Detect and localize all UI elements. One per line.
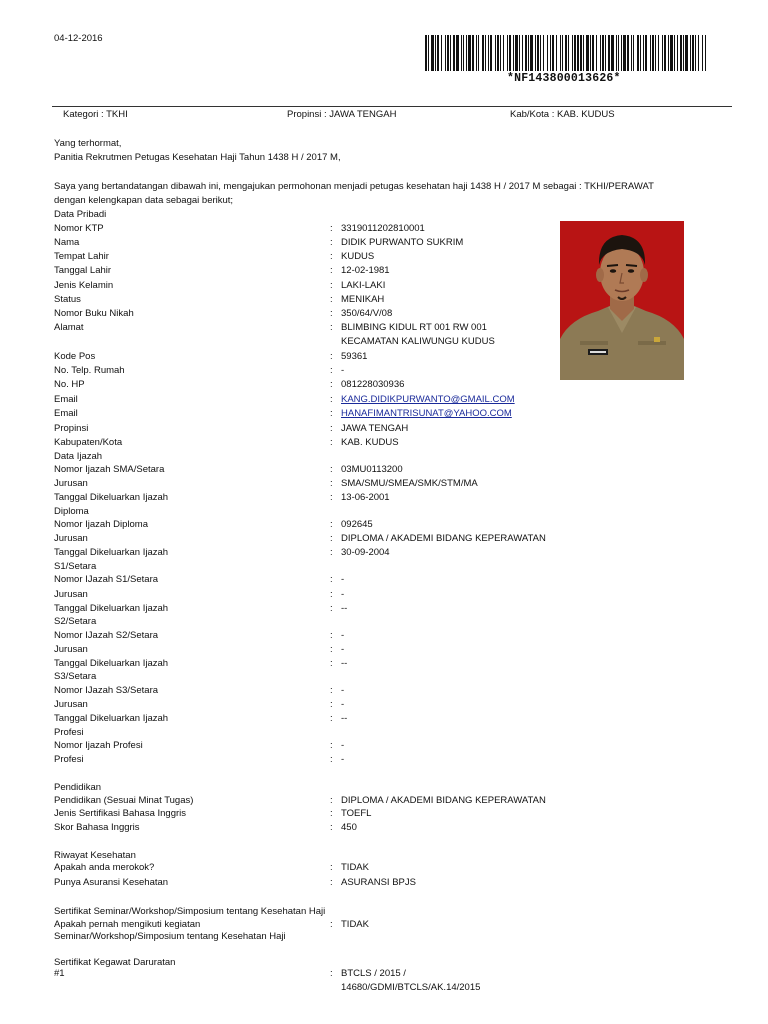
field-label: Tanggal Dikeluarkan Ijazah <box>54 547 169 558</box>
barcode-bar <box>535 35 536 71</box>
barcode-bar <box>627 35 629 71</box>
field-label: Nomor IJazah S1/Setara <box>54 574 159 585</box>
barcode-bar <box>478 35 479 71</box>
field-value: 03MU0113200 <box>341 464 403 475</box>
field-colon: : <box>330 423 333 434</box>
section-heading: Pendidikan <box>54 782 102 793</box>
barcode-bar <box>513 35 514 71</box>
barcode-bar <box>611 35 614 71</box>
field-label: Jurusan <box>54 589 88 600</box>
field-label: #1 <box>54 968 65 979</box>
barcode-bar <box>476 35 477 71</box>
field-value: - <box>341 699 345 710</box>
field-colon: : <box>330 223 333 234</box>
barcode-bar <box>658 35 659 71</box>
field-label: Jenis Kelamin <box>54 280 114 291</box>
barcode-bar <box>500 35 501 71</box>
field-colon: : <box>330 919 333 930</box>
field-colon: : <box>330 478 333 489</box>
field-label: Alamat <box>54 322 84 333</box>
field-colon: : <box>330 754 333 765</box>
field-colon: : <box>330 877 333 888</box>
kategori-label: Kategori : TKHI <box>63 109 128 120</box>
barcode-bar <box>702 35 703 71</box>
field-label: Tanggal Dikeluarkan Ijazah <box>54 603 169 614</box>
barcode-bar <box>650 35 651 71</box>
barcode-bar <box>530 35 533 71</box>
field-value: BLIMBING KIDUL RT 001 RW 001 <box>341 322 487 333</box>
field-label: Tempat Lahir <box>54 251 109 262</box>
barcode-bar <box>437 35 439 71</box>
field-value: 12-02-1981 <box>341 265 390 276</box>
barcode-bar <box>633 35 634 71</box>
field-colon: : <box>330 394 333 405</box>
field-label: Nomor Ijazah SMA/Setara <box>54 464 165 475</box>
barcode-bar <box>519 35 520 71</box>
barcode-bar <box>456 35 459 71</box>
field-value: TIDAK <box>341 919 369 930</box>
field-value: 450 <box>341 822 357 833</box>
barcode-bar <box>441 35 442 71</box>
barcode-bar <box>643 35 644 71</box>
barcode-number: *NF143800013626* <box>507 72 621 85</box>
field-value-continued: KECAMATAN KALIWUNGU KUDUS <box>341 336 495 347</box>
barcode-bar <box>652 35 654 71</box>
field-label: Email <box>54 408 78 419</box>
field-label: Punya Asuransi Kesehatan <box>54 877 169 888</box>
barcode-bar <box>674 35 675 71</box>
field-colon: : <box>330 630 333 641</box>
section-heading: S3/Setara <box>54 671 97 682</box>
email-link[interactable]: HANAFIMANTRISUNAT@YAHOO.COM <box>341 408 512 419</box>
barcode-bar <box>605 35 606 71</box>
barcode-bar <box>637 35 639 71</box>
field-label: Kode Pos <box>54 351 96 362</box>
field-label: Nomor IJazah S3/Setara <box>54 685 159 696</box>
field-colon: : <box>330 365 333 376</box>
barcode-bar <box>640 35 641 71</box>
barcode-bar <box>547 35 548 71</box>
field-colon: : <box>330 740 333 751</box>
barcode-bar <box>495 35 496 71</box>
barcode-bar <box>680 35 682 71</box>
field-value: TOEFL <box>341 808 372 819</box>
field-label: No. HP <box>54 379 85 390</box>
field-value: KUDUS <box>341 251 375 262</box>
salutation: Yang terhormat, <box>54 138 122 149</box>
barcode-bar <box>435 35 436 71</box>
barcode-bar <box>447 35 449 71</box>
field-label: Tanggal Dikeluarkan Ijazah <box>54 713 169 724</box>
barcode-bar <box>445 35 446 71</box>
barcode-bar <box>565 35 567 71</box>
field-colon: : <box>330 251 333 262</box>
applicant-photo <box>560 221 684 380</box>
field-colon: : <box>330 547 333 558</box>
applicant-portrait-image <box>560 221 684 380</box>
field-colon: : <box>330 862 333 873</box>
field-value: DIPLOMA / AKADEMI BIDANG KEPERAWATAN <box>341 533 546 544</box>
field-label: Jurusan <box>54 478 88 489</box>
field-label: Tanggal Lahir <box>54 265 112 276</box>
field-colon: : <box>330 280 333 291</box>
barcode-bar <box>580 35 582 71</box>
barcode-bar <box>552 35 554 71</box>
field-value: - <box>341 740 345 751</box>
section-heading: Data Ijazah <box>54 451 103 462</box>
barcode-bar <box>450 35 451 71</box>
field-value: -- <box>341 658 348 669</box>
field-label: Profesi <box>54 754 84 765</box>
barcode-bar <box>497 35 499 71</box>
field-label: Skor Bahasa Inggris <box>54 822 140 833</box>
field-label: Nomor KTP <box>54 223 104 234</box>
barcode-bar <box>690 35 691 71</box>
barcode-bar <box>631 35 632 71</box>
barcode-bar <box>677 35 678 71</box>
barcode-bar <box>560 35 561 71</box>
field-value: SMA/SMU/SMEA/SMK/STM/MA <box>341 478 478 489</box>
barcode-bar <box>509 35 511 71</box>
section-heading: Sertifikat Seminar/Workshop/Simposium tentang Kesehatan Haji <box>54 906 326 917</box>
barcode-bar <box>683 35 684 71</box>
barcode-bar <box>461 35 462 71</box>
barcode-bar <box>618 35 619 71</box>
field-value: -- <box>341 603 348 614</box>
field-label: Jurusan <box>54 533 88 544</box>
barcode <box>425 35 707 71</box>
field-colon: : <box>330 644 333 655</box>
field-colon: : <box>330 379 333 390</box>
field-colon: : <box>330 589 333 600</box>
field-label: Nama <box>54 237 80 248</box>
barcode-bar <box>515 35 518 71</box>
field-value: DIPLOMA / AKADEMI BIDANG KEPERAWATAN <box>341 795 546 806</box>
field-label: Email <box>54 394 78 405</box>
field-value: TIDAK <box>341 862 369 873</box>
barcode-bar <box>668 35 669 71</box>
barcode-bar <box>698 35 699 71</box>
print-date: 04-12-2016 <box>54 33 103 44</box>
section-heading: Profesi <box>54 727 84 738</box>
field-colon: : <box>330 237 333 248</box>
barcode-bar <box>463 35 464 71</box>
barcode-bar <box>485 35 486 71</box>
barcode-bar <box>507 35 508 71</box>
barcode-bar <box>621 35 622 71</box>
field-colon: : <box>330 464 333 475</box>
section-heading: Riwayat Kesehatan <box>54 850 136 861</box>
field-value: MENIKAH <box>341 294 385 305</box>
field-colon: : <box>330 265 333 276</box>
barcode-bar <box>540 35 541 71</box>
barcode-bar <box>466 35 467 71</box>
field-value: - <box>341 365 345 376</box>
field-value: 3319011202810001 <box>341 223 425 234</box>
barcode-bar <box>528 35 529 71</box>
barcode-bar <box>602 35 604 71</box>
field-value: 081228030936 <box>341 379 405 390</box>
kabkota-label: Kab/Kota : KAB. KUDUS <box>510 109 615 120</box>
recipient: Panitia Rekrutmen Petugas Kesehatan Haji Tahun 1438 H / 2017 M, <box>54 152 341 163</box>
section-heading: Diploma <box>54 506 89 517</box>
propinsi-label: Propinsi : JAWA TENGAH <box>287 109 397 120</box>
barcode-bar <box>583 35 584 71</box>
field-label: Nomor Ijazah Profesi <box>54 740 143 751</box>
letter-body-line-2: dengan kelengkapan data sebagai berikut; <box>54 195 234 206</box>
email-link[interactable]: KANG.DIDIKPURWANTO@GMAIL.COM <box>341 394 515 405</box>
field-label: Nomor Ijazah Diploma <box>54 519 148 530</box>
barcode-bar <box>692 35 694 71</box>
barcode-bar <box>525 35 527 71</box>
barcode-bar <box>590 35 591 71</box>
field-label: Apakah pernah mengikuti kegiatan <box>54 919 201 930</box>
barcode-bar <box>655 35 656 71</box>
field-value-continued: 14680/GDMI/BTCLS/AK.14/2015 <box>341 982 481 993</box>
barcode-bar <box>562 35 563 71</box>
field-colon: : <box>330 574 333 585</box>
barcode-bar <box>503 35 504 71</box>
field-label: Nomor IJazah S2/Setara <box>54 630 159 641</box>
barcode-bar <box>600 35 601 71</box>
barcode-bar <box>705 35 706 71</box>
field-value: KAB. KUDUS <box>341 437 399 448</box>
field-colon: : <box>330 968 333 979</box>
field-colon: : <box>330 603 333 614</box>
barcode-bar <box>586 35 589 71</box>
barcode-bar <box>596 35 597 71</box>
field-colon: : <box>330 713 333 724</box>
field-colon: : <box>330 408 333 419</box>
section-heading: S2/Setara <box>54 616 97 627</box>
barcode-bar <box>482 35 484 71</box>
field-value: LAKI-LAKI <box>341 280 386 291</box>
barcode-bar <box>616 35 617 71</box>
field-value: - <box>341 589 345 600</box>
field-colon: : <box>330 795 333 806</box>
barcode-bar <box>468 35 471 71</box>
section-heading: S1/Setara <box>54 561 97 572</box>
field-label: Jurusan <box>54 699 88 710</box>
field-value: 13-06-2001 <box>341 492 390 503</box>
field-label: Propinsi <box>54 423 89 434</box>
field-value: 59361 <box>341 351 368 362</box>
field-label: Kabupaten/Kota <box>54 437 123 448</box>
header-divider <box>52 106 732 107</box>
field-colon: : <box>330 699 333 710</box>
barcode-bar <box>490 35 492 71</box>
barcode-bar <box>431 35 434 71</box>
field-colon: : <box>330 437 333 448</box>
field-colon: : <box>330 322 333 333</box>
field-colon: : <box>330 308 333 319</box>
field-label: Tanggal Dikeluarkan Ijazah <box>54 492 169 503</box>
field-value: ASURANSI BPJS <box>341 877 416 888</box>
field-colon: : <box>330 351 333 362</box>
field-colon: : <box>330 492 333 503</box>
field-value: JAWA TENGAH <box>341 423 409 434</box>
barcode-bar <box>425 35 427 71</box>
barcode-bar <box>670 35 673 71</box>
field-value: - <box>341 685 345 696</box>
section-heading: Data Pribadi <box>54 209 107 220</box>
field-label: Tanggal Dikeluarkan Ijazah <box>54 658 169 669</box>
field-value: - <box>341 630 345 641</box>
field-label: Jurusan <box>54 644 88 655</box>
section-heading: Sertifikat Kegawat Daruratan <box>54 957 176 968</box>
barcode-bar <box>472 35 474 71</box>
barcode-bar <box>572 35 573 71</box>
barcode-bar <box>488 35 489 71</box>
field-value: 092645 <box>341 519 373 530</box>
field-value: - <box>341 574 345 585</box>
barcode-bar <box>574 35 576 71</box>
field-label: Jenis Sertifikasi Bahasa Inggris <box>54 808 187 819</box>
barcode-bar <box>645 35 647 71</box>
barcode-bar <box>550 35 551 71</box>
barcode-bar <box>608 35 610 71</box>
field-value: - <box>341 644 345 655</box>
barcode-bar <box>592 35 594 71</box>
field-value: DIDIK PURWANTO SUKRIM <box>341 237 464 248</box>
barcode-bar <box>568 35 569 71</box>
barcode-bar <box>556 35 557 71</box>
field-colon: : <box>330 658 333 669</box>
field-colon: : <box>330 685 333 696</box>
barcode-bar <box>453 35 455 71</box>
barcode-bar <box>522 35 523 71</box>
field-colon: : <box>330 294 333 305</box>
field-value: BTCLS / 2015 / <box>341 968 406 979</box>
field-value: - <box>341 754 345 765</box>
field-value: 30-09-2004 <box>341 547 390 558</box>
field-label-continued: Seminar/Workshop/Simposium tentang Kesehatan Haji <box>54 931 286 942</box>
field-label: Pendidikan (Sesuai Minat Tugas) <box>54 795 194 806</box>
barcode-bar <box>428 35 429 71</box>
field-label: Status <box>54 294 81 305</box>
barcode-bar <box>662 35 663 71</box>
field-value: 350/64/V/08 <box>341 308 393 319</box>
barcode-bar <box>537 35 539 71</box>
barcode-bar <box>664 35 666 71</box>
field-label: Nomor Buku Nikah <box>54 308 134 319</box>
barcode-bar <box>685 35 688 71</box>
barcode-bar <box>577 35 579 71</box>
field-colon: : <box>330 822 333 833</box>
barcode-bar <box>543 35 544 71</box>
field-colon: : <box>330 519 333 530</box>
barcode-bar <box>623 35 626 71</box>
field-colon: : <box>330 808 333 819</box>
field-colon: : <box>330 533 333 544</box>
field-label: Apakah anda merokok? <box>54 862 155 873</box>
letter-body-line-1: Saya yang bertandatangan dibawah ini, mengajukan permohonan menjadi petugas kesehatan haji 1438 H / 2017 M sebagai : TKHI/PERAWAT <box>54 181 654 192</box>
barcode-bar <box>695 35 696 71</box>
field-value: -- <box>341 713 348 724</box>
field-label: No. Telp. Rumah <box>54 365 125 376</box>
